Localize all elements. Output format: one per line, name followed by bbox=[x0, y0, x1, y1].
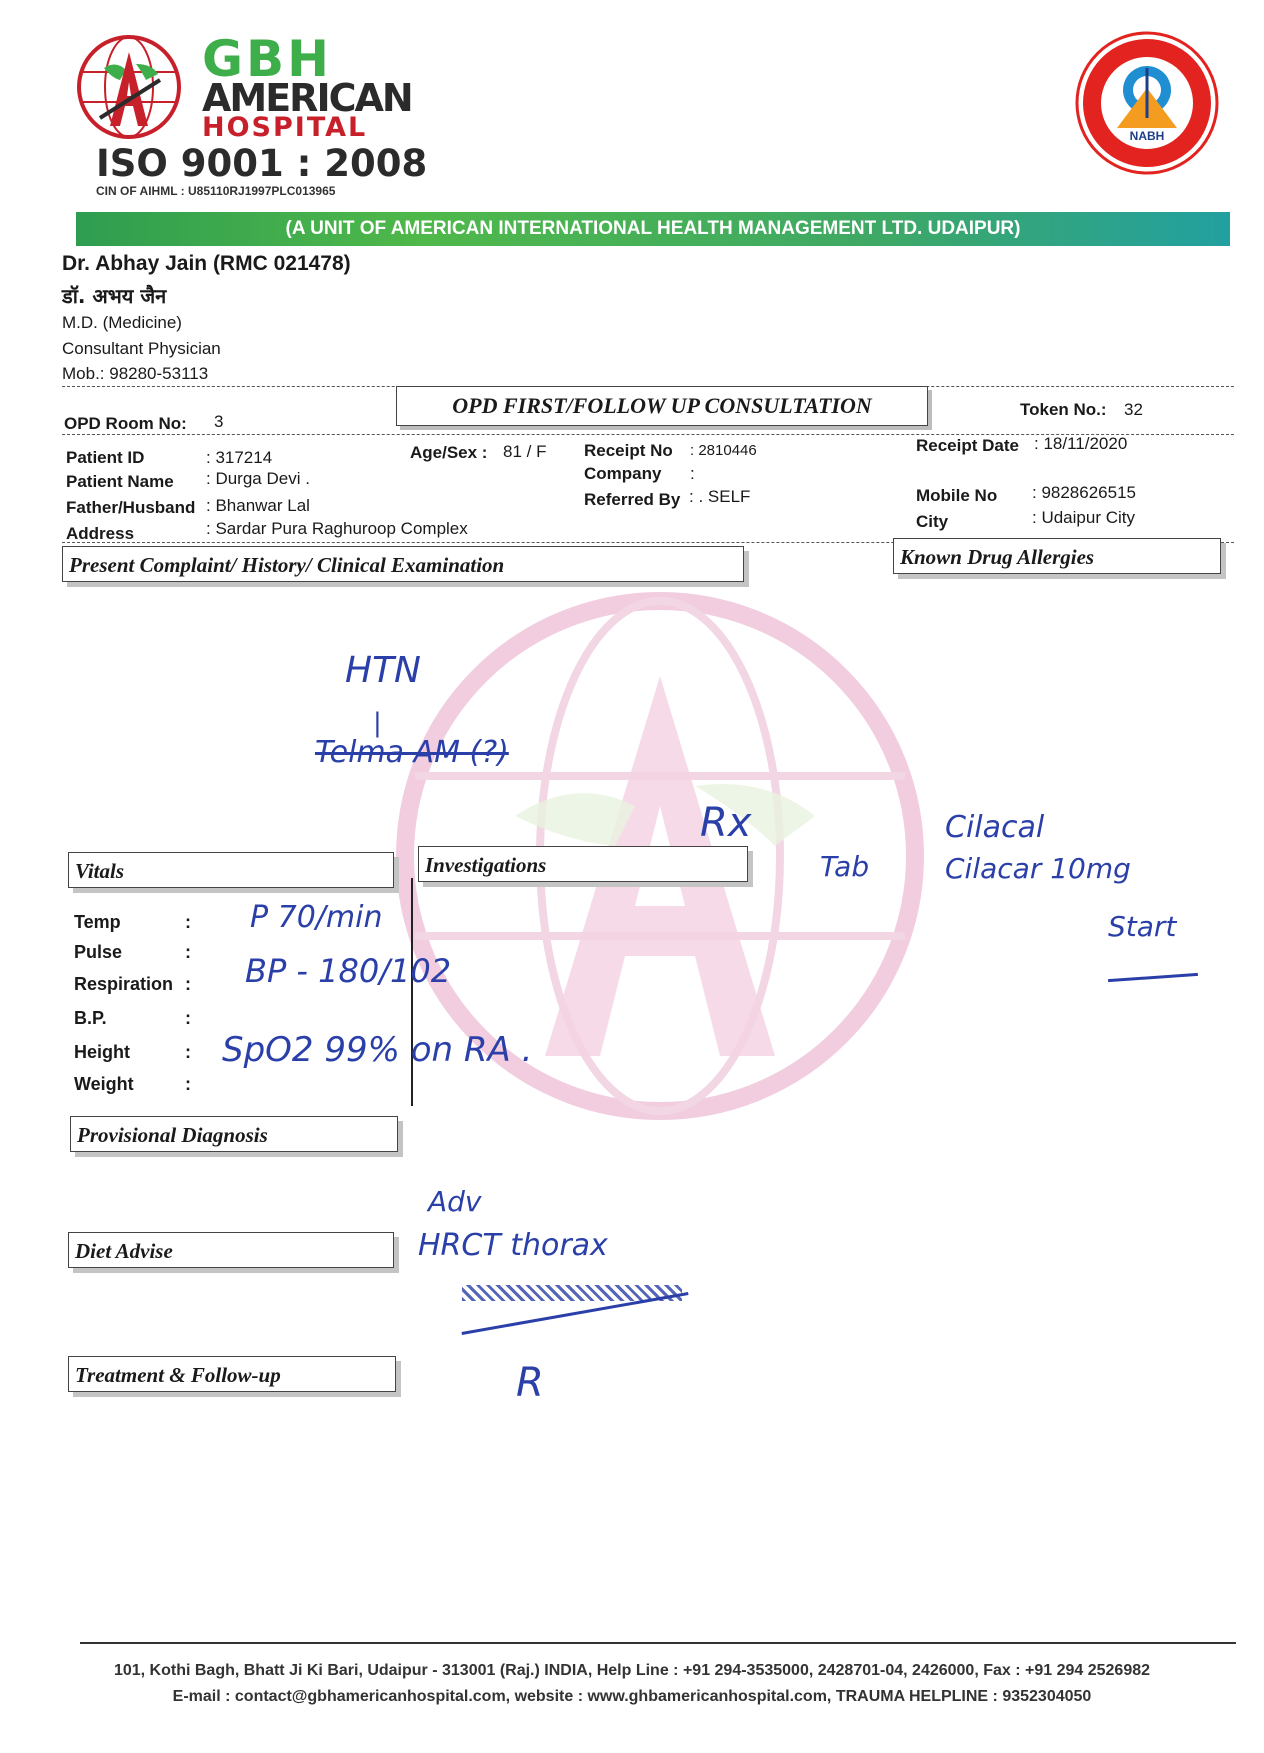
city-label: City bbox=[916, 512, 949, 531]
receipt-date-value: : 18/11/2020 bbox=[1034, 434, 1128, 453]
patient-id-value: : 317214 bbox=[206, 448, 273, 467]
vital-colon: : bbox=[185, 1042, 191, 1062]
section-vitals: Vitals bbox=[68, 852, 394, 888]
unit-banner: (A UNIT OF AMERICAN INTERNATIONAL HEALTH MANAGEMENT LTD. UDAIPUR) bbox=[76, 212, 1230, 246]
father-husband-label: Father/Husband bbox=[66, 498, 196, 517]
handwriting-rx: Rx bbox=[700, 800, 752, 846]
doctor-degree: M.D. (Medicine) bbox=[62, 313, 182, 332]
section-present-complaint: Present Complaint/ History/ Clinical Examination bbox=[62, 546, 744, 582]
patient-id-label: Patient ID bbox=[66, 448, 145, 467]
vital-pulse-label: Pulse bbox=[74, 942, 123, 962]
receipt-no-label: Receipt No bbox=[584, 441, 673, 460]
vital-temp-label: Temp bbox=[74, 912, 121, 932]
patient-name-label: Patient Name bbox=[66, 472, 174, 491]
company-label: Company bbox=[584, 464, 662, 483]
section-treatment-follow-up: Treatment & Follow-up bbox=[68, 1356, 396, 1392]
brand-american: AMERICAN bbox=[202, 76, 412, 120]
city-value: : Udaipur City bbox=[1032, 508, 1135, 527]
doctor-mobile: Mob.: 98280-53113 bbox=[62, 364, 209, 383]
token-label: Token No.: bbox=[1020, 400, 1107, 419]
father-husband-value: : Bhanwar Lal bbox=[206, 496, 310, 515]
vital-height-label: Height bbox=[74, 1042, 130, 1062]
doctor-name-hindi: डॉ. अभय जैन bbox=[62, 284, 167, 308]
handwriting-signature: R bbox=[516, 1360, 544, 1406]
footer-divider bbox=[80, 1642, 1236, 1644]
vital-respiration-label: Respiration bbox=[74, 974, 174, 994]
vital-colon: : bbox=[185, 912, 191, 932]
footer-address: 101, Kothi Bagh, Bhatt Ji Ki Bari, Udaipur - 313001 (Raj.) INDIA, Help Line : +91 294-3535000, 2428701-04, 2426000, Fax : +91 294 2526982 bbox=[113, 1662, 1151, 1679]
referred-by-label: Referred By bbox=[584, 490, 681, 509]
receipt-no-value: : 2810446 bbox=[690, 442, 757, 459]
handwriting-dose: Cilacar 10mg bbox=[945, 852, 1131, 885]
address-value: : Sardar Pura Raghuroop Complex bbox=[206, 519, 468, 538]
handwriting-pulse: P 70/min bbox=[250, 900, 383, 935]
doctor-title: Consultant Physician bbox=[62, 339, 221, 358]
vital-colon: : bbox=[185, 1074, 191, 1094]
age-sex-value: 81 / F bbox=[503, 442, 547, 461]
handwriting-tab: Tab bbox=[820, 850, 870, 883]
token-value: 32 bbox=[1124, 400, 1143, 419]
opd-room-label: OPD Room No: bbox=[64, 414, 187, 433]
handwriting-hrct: HRCT thorax bbox=[418, 1228, 608, 1263]
mobile-no-label: Mobile No bbox=[916, 486, 998, 505]
company-value: : bbox=[690, 464, 695, 483]
referred-by-value: : . SELF bbox=[689, 487, 751, 506]
footer-contact: E-mail : contact@gbhamericanhospital.com, website : www.ghbamericanhospital.com, TRAUMA HELPLINE : 9352304050 bbox=[172, 1688, 1092, 1705]
section-investigations: Investigations bbox=[418, 846, 748, 882]
handwriting-mark: | bbox=[373, 708, 382, 738]
doctor-name: Dr. Abhay Jain (RMC 021478) bbox=[62, 252, 351, 275]
opd-room-value: 3 bbox=[214, 412, 224, 431]
age-sex-label: Age/Sex : bbox=[410, 443, 488, 462]
consultation-title: OPD FIRST/FOLLOW UP CONSULTATION bbox=[396, 386, 928, 426]
iso-certification: ISO 9001 : 2008 bbox=[96, 142, 428, 185]
handwriting-bp: BP - 180/102 bbox=[245, 952, 452, 990]
brand-gbh: GBH bbox=[202, 30, 332, 88]
nabh-label: NABH bbox=[1129, 129, 1165, 143]
handwriting-spo2: SpO2 99% on RA . bbox=[222, 1030, 533, 1070]
vital-colon: : bbox=[185, 942, 191, 962]
hospital-logo-icon bbox=[76, 34, 182, 140]
mobile-no-value: : 9828626515 bbox=[1032, 483, 1136, 502]
handwriting-adv: Adv bbox=[428, 1185, 482, 1218]
handwriting-start: Start bbox=[1108, 910, 1177, 943]
address-label: Address bbox=[66, 524, 135, 543]
vital-colon: : bbox=[185, 974, 191, 994]
patient-name-value: : Durga Devi . bbox=[206, 469, 310, 488]
handwriting-htn: HTN bbox=[345, 650, 421, 691]
section-diet-advise: Diet Advise bbox=[68, 1232, 394, 1268]
receipt-date-label: Receipt Date bbox=[916, 436, 1019, 455]
vital-colon: : bbox=[185, 1008, 191, 1028]
vital-bp-label: B.P. bbox=[74, 1008, 107, 1028]
section-provisional-diagnosis: Provisional Diagnosis bbox=[70, 1116, 398, 1152]
cin-number: CIN OF AIHML : U85110RJ1997PLC013965 bbox=[96, 184, 336, 198]
handwriting-underline bbox=[1108, 973, 1198, 982]
handwriting-struck-drug: Telma AM (?) bbox=[315, 735, 509, 770]
vitals-divider bbox=[411, 878, 413, 1106]
vital-weight-label: Weight bbox=[74, 1074, 134, 1094]
nabh-accreditation-seal-icon bbox=[1074, 28, 1220, 178]
brand-hospital: HOSPITAL bbox=[202, 112, 368, 143]
section-known-drug-allergies: Known Drug Allergies bbox=[893, 538, 1221, 574]
handwriting-cilacal: Cilacal bbox=[945, 810, 1045, 845]
